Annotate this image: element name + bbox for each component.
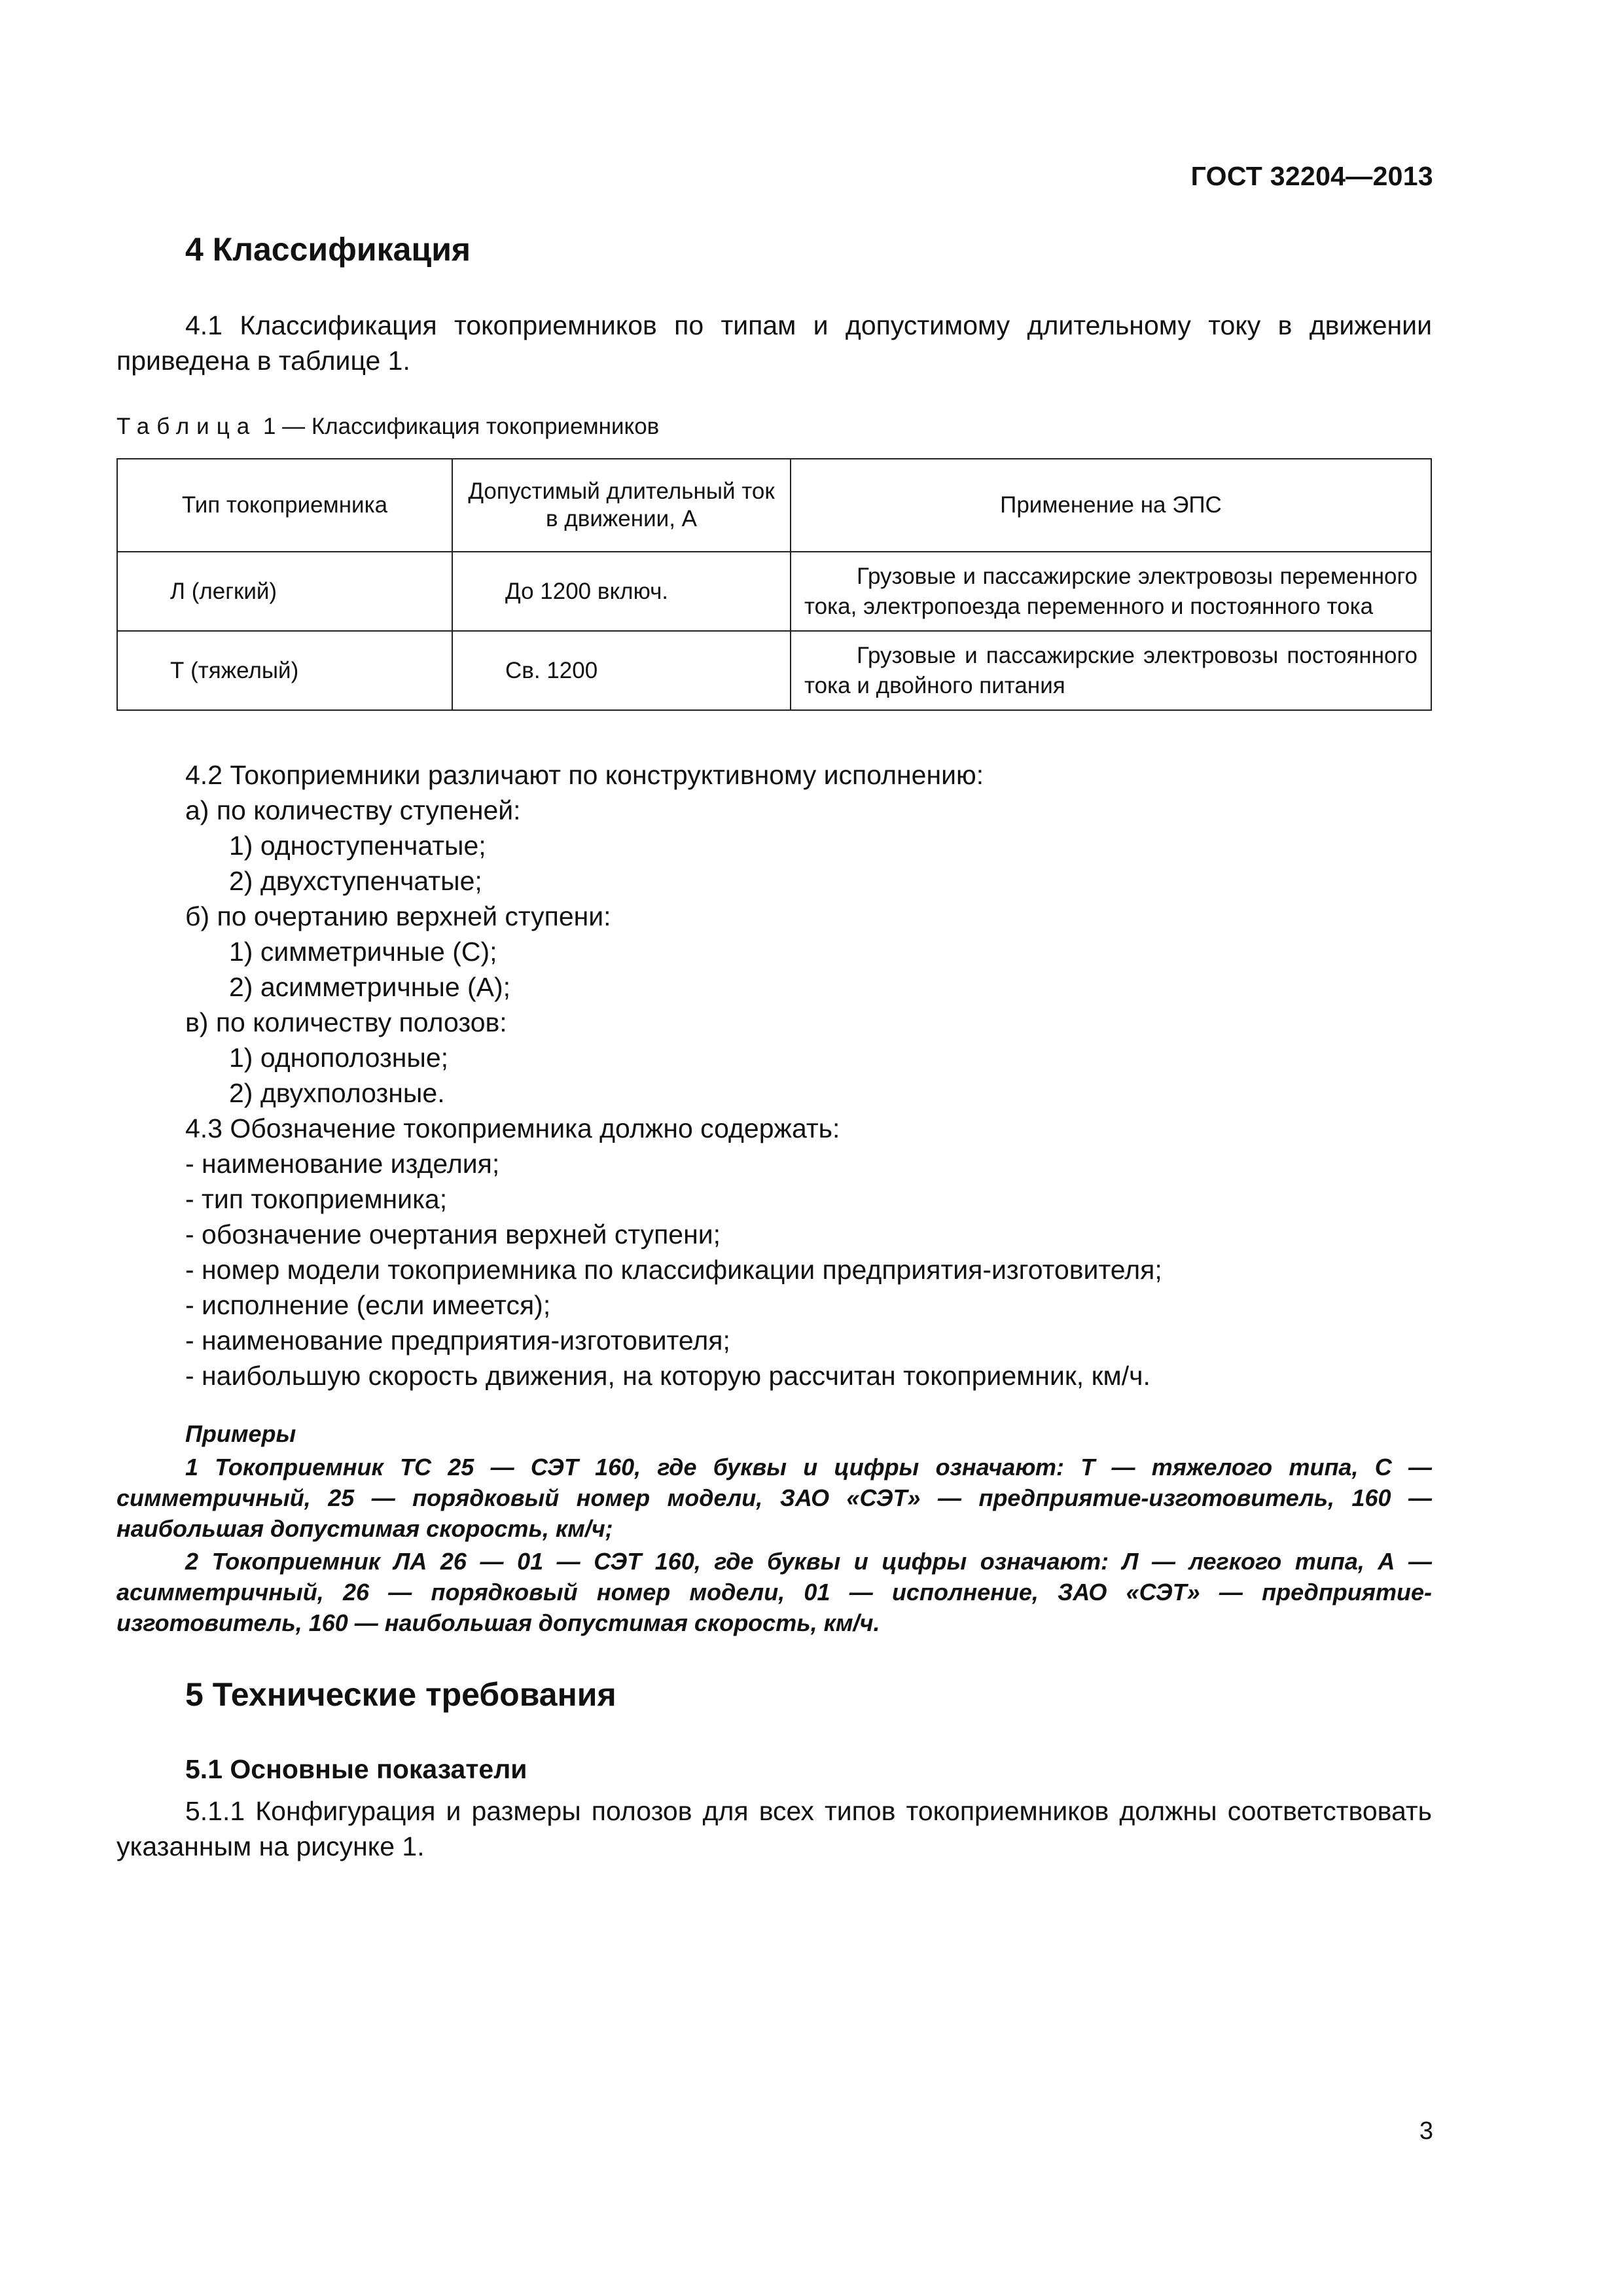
list-item: в) по количеству полозов:	[185, 1007, 507, 1037]
list-item: 1) симметричные (С);	[229, 937, 497, 967]
page-number: 3	[1419, 2117, 1433, 2145]
paragraph-4-1: 4.1 Классификация токоприемников по типам и допустимому длительному току в движении приведена в таблице 1.	[116, 310, 1432, 376]
section-4-heading: 4 Классификация	[185, 231, 471, 268]
list-item: 2) асимметричные (А);	[229, 972, 511, 1002]
example-1: 1 Токоприемник ТС 25 — СЭТ 160, где буквы и цифры означают: Т — тяжелого типа, С — симметричный, 25 — порядковый номер модели, ЗАО «СЭТ» — предприятие-изготовитель, 160 — наибольшая допустимая скорость, км/ч;	[116, 1454, 1432, 1542]
list-item: - тип токоприемника;	[185, 1184, 448, 1214]
list-item: - наибольшую скорость движения, на которую рассчитан токоприемник, км/ч.	[185, 1361, 1150, 1391]
cell-usage: Грузовые и пассажирские электровозы постоянного тока и двойного питания	[791, 631, 1431, 710]
list-item: а) по количеству ступеней:	[185, 795, 521, 825]
standard-number: ГОСТ 32204—2013	[1190, 161, 1433, 191]
list-item: - наименование предприятия-изготовителя;	[185, 1325, 730, 1355]
paragraph-4-3: 4.3 Обозначение токоприемника должно содержать:	[185, 1113, 840, 1143]
list-item: - наименование изделия;	[185, 1149, 500, 1179]
table-row	[117, 631, 1431, 710]
section-5-heading: 5 Технические требования	[185, 1676, 616, 1713]
list-item: - номер модели токоприемника по классификации предприятия-изготовителя;	[185, 1255, 1162, 1285]
table-caption	[116, 414, 659, 440]
table-caption-text: 1 — Классификация токоприемников	[257, 414, 660, 439]
classification-table	[116, 458, 1432, 711]
table-header-row	[117, 459, 1431, 552]
table-row	[117, 552, 1431, 631]
list-item: 2) двухполозные.	[229, 1078, 445, 1108]
list-item: 1) однополозные;	[229, 1043, 449, 1073]
header-current: Допустимый длительный ток в движении, А	[452, 459, 791, 552]
paragraph-5-1-1: 5.1.1 Конфигурация и размеры полозов для всех типов токоприемников должны соответствовать указанным на рисунке 1.	[116, 1796, 1432, 1861]
table-caption-prefix: Таблица	[116, 414, 257, 439]
cell-type: Т (тяжелый)	[117, 631, 452, 710]
examples-title: Примеры	[185, 1420, 296, 1447]
list-item: 1) одноступенчатые;	[229, 831, 486, 861]
cell-current: Св. 1200	[452, 631, 791, 710]
list-item: 2) двухступенчатые;	[229, 866, 482, 896]
list-item: - обозначение очертания верхней ступени;	[185, 1219, 721, 1249]
cell-type: Л (легкий)	[117, 552, 452, 631]
paragraph-4-2: 4.2 Токоприемники различают по конструктивному исполнению:	[185, 760, 984, 790]
list-item: - исполнение (если имеется);	[185, 1290, 551, 1320]
cell-current: До 1200 включ.	[452, 552, 791, 631]
example-2: 2 Токоприемник ЛА 26 — 01 — СЭТ 160, где буквы и цифры означают: Л — легкого типа, А — асимметричный, 26 — порядковый номер модели, 01 — исполнение, ЗАО «СЭТ» — предприятие-изготовитель, 160 — наибольшая допустимая скорость, км/ч.	[116, 1548, 1432, 1636]
cell-usage: Грузовые и пассажирские электровозы переменного тока, электропоезда переменного и постоянного тока	[791, 552, 1431, 631]
subsection-5-1-heading: 5.1 Основные показатели	[185, 1754, 527, 1784]
header-type: Тип токоприемника	[117, 459, 452, 552]
list-item: б) по очертанию верхней ступени:	[185, 901, 611, 931]
header-usage: Применение на ЭПС	[791, 459, 1431, 552]
